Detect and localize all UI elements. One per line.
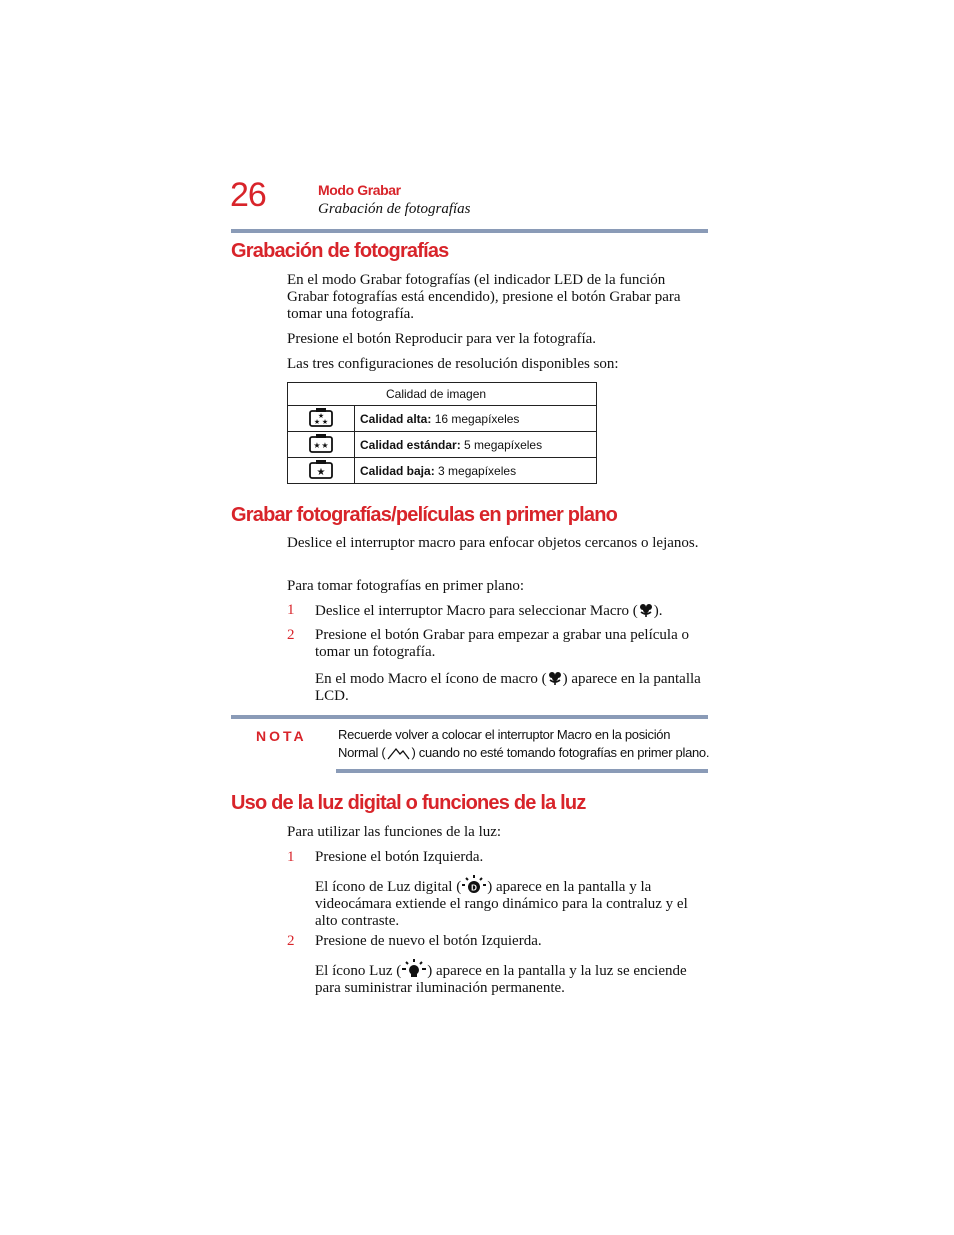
table-row <box>288 406 597 432</box>
table-header-row <box>288 383 597 406</box>
section-subtitle: Grabación de fotografías <box>318 201 471 217</box>
quality-value: 3 megapíxeles <box>434 463 517 478</box>
step-note-part: ) aparece en la pantalla y la luz se enciende para suministrar iluminación permanente. <box>315 963 687 996</box>
quality-label: Calidad estándar: <box>360 437 461 452</box>
camera-two-stars-icon <box>288 432 355 458</box>
paragraph: En el modo Grabar fotografías (el indicador LED de la función Grabar fotografías está encendido), presione el botón Grabar para tomar una fotografía. <box>287 272 681 322</box>
svg-text:★: ★ <box>313 419 321 426</box>
table-cell <box>355 458 597 484</box>
step-text: Presione de nuevo el botón Izquierda. <box>315 933 542 949</box>
macro-flower-icon <box>638 602 654 618</box>
paragraph: Las tres configuraciones de resolución disponibles son: <box>287 356 619 372</box>
svg-text:D: D <box>471 883 478 893</box>
note-text-part: ) cuando no esté tomando fotografías en primer plano. <box>411 745 710 760</box>
step-note <box>315 670 710 705</box>
step-number: 1 <box>287 602 295 618</box>
camera-three-stars-icon <box>288 406 355 432</box>
quality-value: 5 megapíxeles <box>460 437 543 452</box>
section-title-closeup: Grabar fotografías/películas en primer plano <box>231 504 618 526</box>
step-note-part: ) aparece en la pantalla LCD. <box>315 671 701 704</box>
step-note <box>315 958 710 997</box>
quality-label: Calidad alta: <box>360 411 432 426</box>
svg-text:★: ★ <box>321 419 329 426</box>
table-cell <box>355 432 597 458</box>
paragraph: Deslice el interruptor macro para enfocar objetos cercanos o lejanos. <box>287 535 699 551</box>
svg-text:★: ★ <box>317 413 325 420</box>
table-header: Calidad de imagen <box>288 383 597 406</box>
step-note-part: En el modo Macro el ícono de macro ( <box>315 671 547 687</box>
table-row <box>288 432 597 458</box>
note-text-part: Recuerde volver a colocar el interruptor Macro en la posición Normal ( <box>338 727 671 760</box>
svg-text:★: ★ <box>316 467 326 478</box>
step-note-part: El ícono de Luz digital ( <box>315 879 462 895</box>
paragraph: Para tomar fotografías en primer plano: <box>287 578 524 594</box>
step-number: 1 <box>287 849 295 865</box>
step-note <box>315 874 710 930</box>
quality-value: 16 megapíxeles <box>431 411 520 426</box>
step-note-part: ) aparece en la pantalla y la videocámara extiende el rango dinámico para la contraluz y el alto contraste. <box>315 879 688 929</box>
light-icon <box>401 958 427 978</box>
quality-table <box>287 382 597 484</box>
note-label: NOTA <box>256 728 307 744</box>
step-text: Presione el botón Grabar para empezar a grabar una película o tomar un fotografía. <box>315 627 689 660</box>
note-top-rule <box>231 715 708 719</box>
step-number: 2 <box>287 627 295 643</box>
step-text: Presione el botón Izquierda. <box>315 849 484 865</box>
table-cell <box>355 406 597 432</box>
step-text-part: Deslice el interruptor Macro para seleccionar Macro ( <box>315 603 638 619</box>
note-text <box>338 726 710 762</box>
page-number: 26 <box>230 176 266 214</box>
chapter-title: Modo Grabar <box>318 182 401 198</box>
section-title-light: Uso de la luz digital o funciones de la luz <box>231 792 586 814</box>
svg-text:★: ★ <box>321 441 329 450</box>
camera-one-star-icon <box>288 458 355 484</box>
table-row <box>288 458 597 484</box>
paragraph: Para utilizar las funciones de la luz: <box>287 824 502 840</box>
macro-flower-icon <box>547 670 563 686</box>
paragraph: Presione el botón Reproducir para ver la fotografía. <box>287 331 597 347</box>
normal-mountain-icon <box>385 746 411 760</box>
header-rule <box>231 229 708 233</box>
section-title-photos: Grabación de fotografías <box>231 240 449 262</box>
step-note-part: El ícono Luz ( <box>315 963 402 979</box>
digital-light-icon <box>461 874 487 894</box>
quality-label: Calidad baja: <box>360 463 435 478</box>
step-text <box>315 602 710 620</box>
step-number: 2 <box>287 933 295 949</box>
step-text-part: ). <box>653 603 663 619</box>
note-bottom-rule <box>336 769 708 773</box>
svg-text:★: ★ <box>313 441 321 450</box>
